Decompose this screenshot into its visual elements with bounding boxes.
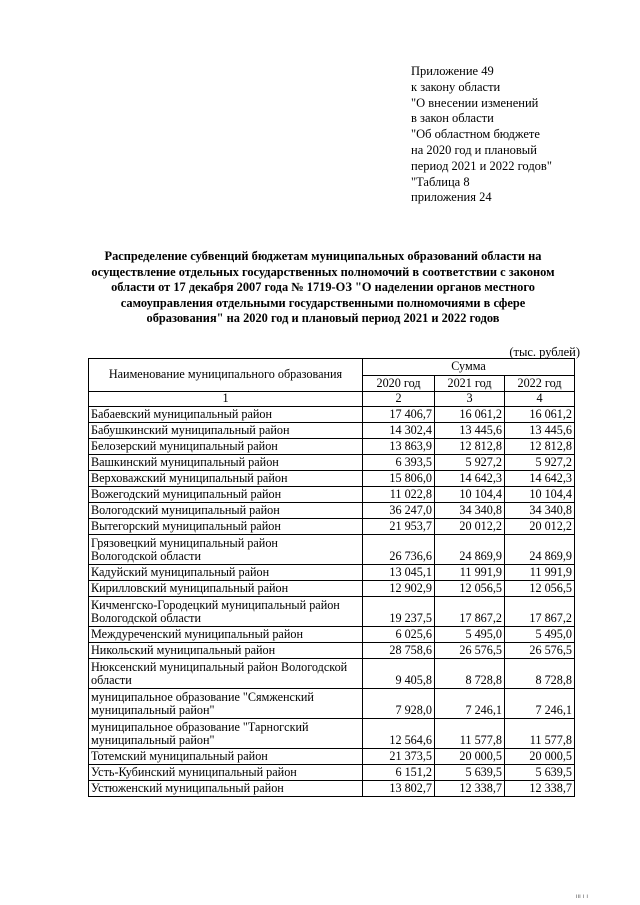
table-row [89, 749, 575, 765]
region-name-line: муниципальное образование "Тарногский [91, 719, 309, 734]
amount-2022: 34 340,8 [505, 503, 575, 519]
table-row [89, 643, 575, 659]
region-name [89, 765, 363, 781]
region-name-line: Белозерский муниципальный район [91, 439, 278, 454]
amount-2021: 5 639,5 [435, 765, 505, 781]
amount-2022: 11 577,8 [505, 719, 575, 749]
amount-2022: 26 576,5 [505, 643, 575, 659]
amount-2020: 6 393,5 [363, 455, 435, 471]
table-row [89, 659, 575, 689]
region-name-line: Бабаевский муниципальный район [91, 407, 273, 422]
appendix-line: Приложение 49 [411, 64, 494, 78]
table-row [89, 765, 575, 781]
region-name [89, 581, 363, 597]
amount-2021: 20 012,2 [435, 519, 505, 535]
region-name-line: муниципальный район" [91, 733, 215, 748]
amount-2022: 17 867,2 [505, 597, 575, 627]
amount-2022: 24 869,9 [505, 535, 575, 565]
amount-2021: 20 000,5 [435, 749, 505, 765]
amount-2020: 13 802,7 [363, 781, 435, 797]
amount-2020: 12 902,9 [363, 581, 435, 597]
amount-2022: 20 000,5 [505, 749, 575, 765]
amount-2020: 36 247,0 [363, 503, 435, 519]
region-name [89, 519, 363, 535]
amount-2020: 6 151,2 [363, 765, 435, 781]
amount-2021: 5 495,0 [435, 627, 505, 643]
region-name-line: Устюженский муниципальный район [91, 781, 284, 796]
region-name [89, 643, 363, 659]
title-line: Распределение субвенций бюджетам муниципальных образований области на [104, 249, 542, 263]
region-name-line: Никольский муниципальный район [91, 643, 276, 658]
amount-2021: 10 104,4 [435, 487, 505, 503]
appendix-line: в закон области [411, 111, 494, 126]
amount-2021: 34 340,8 [435, 503, 505, 519]
table-row [89, 471, 575, 487]
amount-2020: 12 564,6 [363, 719, 435, 749]
title-line: образования" на 2020 год и плановый период 2021 и 2022 годов [146, 311, 500, 326]
amount-2021: 8 728,8 [435, 659, 505, 689]
region-name-line: Бабушкинский муниципальный район [91, 423, 290, 438]
amount-2020: 13 863,9 [363, 439, 435, 455]
title-line: осуществление отдельных государственных полномочий в соответствии с законом [91, 264, 555, 279]
amount-2022: 7 246,1 [505, 689, 575, 719]
col-number: 3 [435, 392, 505, 407]
amount-2021: 24 869,9 [435, 535, 505, 565]
amount-2020: 6 025,6 [363, 627, 435, 643]
appendix-line: "Об областном бюджете [411, 127, 540, 142]
units-label: (тыс. рублей) [509, 345, 580, 359]
table-row [89, 565, 575, 581]
region-name [89, 423, 363, 439]
amount-2022: 10 104,4 [505, 487, 575, 503]
appendix-line: к закону области [411, 79, 501, 94]
amount-2021: 16 061,2 [435, 407, 505, 423]
amount-2020: 7 928,0 [363, 689, 435, 719]
amount-2022: 5 639,5 [505, 765, 575, 781]
amount-2022: 20 012,2 [505, 519, 575, 535]
subvention-table [88, 358, 575, 797]
amount-2022: 5 927,2 [505, 455, 575, 471]
amount-2021: 11 991,9 [435, 565, 505, 581]
table-row [89, 487, 575, 503]
region-name-line: Вологодский муниципальный район [91, 503, 280, 518]
header-year: 2021 год [435, 376, 505, 392]
appendix-line: "Таблица 8 [411, 174, 470, 189]
table-row [89, 581, 575, 597]
region-name [89, 565, 363, 581]
footer-mark: ııı ı ı [575, 893, 588, 900]
col-number: 4 [505, 392, 575, 407]
amount-2020: 19 237,5 [363, 597, 435, 627]
region-name [89, 471, 363, 487]
region-name-line: Нюксенский муниципальный район Вологодской [91, 659, 348, 674]
region-name-line: Вашкинский муниципальный район [91, 455, 279, 470]
amount-2022: 13 445,6 [505, 423, 575, 439]
region-name [89, 407, 363, 423]
table-row [89, 423, 575, 439]
table-row [89, 597, 575, 627]
amount-2021: 11 577,8 [435, 719, 505, 749]
region-name-line: Вологодской области [91, 549, 201, 564]
region-name [89, 535, 363, 565]
region-name-line: Кичменгско-Городецкий муниципальный район [91, 597, 340, 612]
region-name [89, 597, 363, 627]
region-name [89, 781, 363, 797]
region-name [89, 749, 363, 765]
amount-2021: 5 927,2 [435, 455, 505, 471]
appendix-note [411, 64, 552, 206]
region-name-line: Кирилловский муниципальный район [91, 581, 289, 596]
amount-2020: 9 405,8 [363, 659, 435, 689]
amount-2022: 16 061,2 [505, 407, 575, 423]
amount-2021: 12 338,7 [435, 781, 505, 797]
header-name: Наименование муниципального образования [89, 359, 363, 392]
table-row [89, 503, 575, 519]
region-name-line: Верховажский муниципальный район [91, 471, 288, 486]
amount-2020: 13 045,1 [363, 565, 435, 581]
table-row [89, 689, 575, 719]
region-name-line: Грязовецкий муниципальный район [91, 535, 278, 550]
amount-2021: 14 642,3 [435, 471, 505, 487]
region-name-line: Междуреченский муниципальный район [91, 627, 303, 642]
col-number: 2 [363, 392, 435, 407]
amount-2020: 21 373,5 [363, 749, 435, 765]
title-line: самоуправления отдельными государственными полномочиями в сфере [120, 295, 526, 310]
amount-2020: 14 302,4 [363, 423, 435, 439]
region-name-line: Вологодской области [91, 611, 201, 626]
appendix-line: на 2020 год и плановый [411, 142, 537, 157]
table-row [89, 455, 575, 471]
region-name [89, 455, 363, 471]
table-colnum-row [89, 392, 575, 407]
region-name-line: Вожегодский муниципальный район [91, 487, 282, 502]
amount-2022: 12 338,7 [505, 781, 575, 797]
header-year: 2020 год [363, 376, 435, 392]
region-name [89, 487, 363, 503]
amount-2022: 5 495,0 [505, 627, 575, 643]
table-header-row [89, 359, 575, 376]
region-name-line: области [91, 673, 132, 688]
amount-2022: 11 991,9 [505, 565, 575, 581]
amount-2022: 8 728,8 [505, 659, 575, 689]
region-name [89, 439, 363, 455]
amount-2020: 21 953,7 [363, 519, 435, 535]
region-name [89, 627, 363, 643]
region-name-line: Тотемский муниципальный район [91, 749, 268, 764]
appendix-line: "О внесении изменений [411, 95, 539, 110]
amount-2020: 26 736,6 [363, 535, 435, 565]
amount-2020: 15 806,0 [363, 471, 435, 487]
amount-2022: 12 812,8 [505, 439, 575, 455]
amount-2020: 11 022,8 [363, 487, 435, 503]
table-row [89, 627, 575, 643]
table-row [89, 407, 575, 423]
amount-2021: 26 576,5 [435, 643, 505, 659]
amount-2021: 12 812,8 [435, 439, 505, 455]
amount-2022: 14 642,3 [505, 471, 575, 487]
appendix-line: период 2021 и 2022 годов" [411, 158, 552, 173]
region-name [89, 689, 363, 719]
region-name [89, 719, 363, 749]
region-name [89, 503, 363, 519]
amount-2021: 13 445,6 [435, 423, 505, 439]
table-row [89, 781, 575, 797]
region-name-line: Усть-Кубинский муниципальный район [91, 765, 297, 780]
header-year: 2022 год [505, 376, 575, 392]
header-sum: Сумма [363, 359, 575, 376]
region-name-line: Вытегорский муниципальный район [91, 519, 281, 534]
region-name-line: Кадуйский муниципальный район [91, 565, 270, 580]
amount-2021: 7 246,1 [435, 689, 505, 719]
col-number: 1 [89, 392, 363, 407]
document-title [84, 249, 562, 327]
region-name-line: муниципальное образование "Сямженский [91, 689, 314, 704]
table-row [89, 535, 575, 565]
amount-2022: 12 056,5 [505, 581, 575, 597]
amount-2020: 28 758,6 [363, 643, 435, 659]
region-name-line: муниципальный район" [91, 703, 215, 718]
amount-2020: 17 406,7 [363, 407, 435, 423]
table-row [89, 719, 575, 749]
table-row [89, 519, 575, 535]
title-line: области от 17 декабря 2007 года № 1719-ОЗ "О наделении органов местного [111, 280, 535, 295]
amount-2021: 12 056,5 [435, 581, 505, 597]
table-row [89, 439, 575, 455]
amount-2021: 17 867,2 [435, 597, 505, 627]
region-name [89, 659, 363, 689]
appendix-line: приложения 24 [411, 190, 492, 205]
